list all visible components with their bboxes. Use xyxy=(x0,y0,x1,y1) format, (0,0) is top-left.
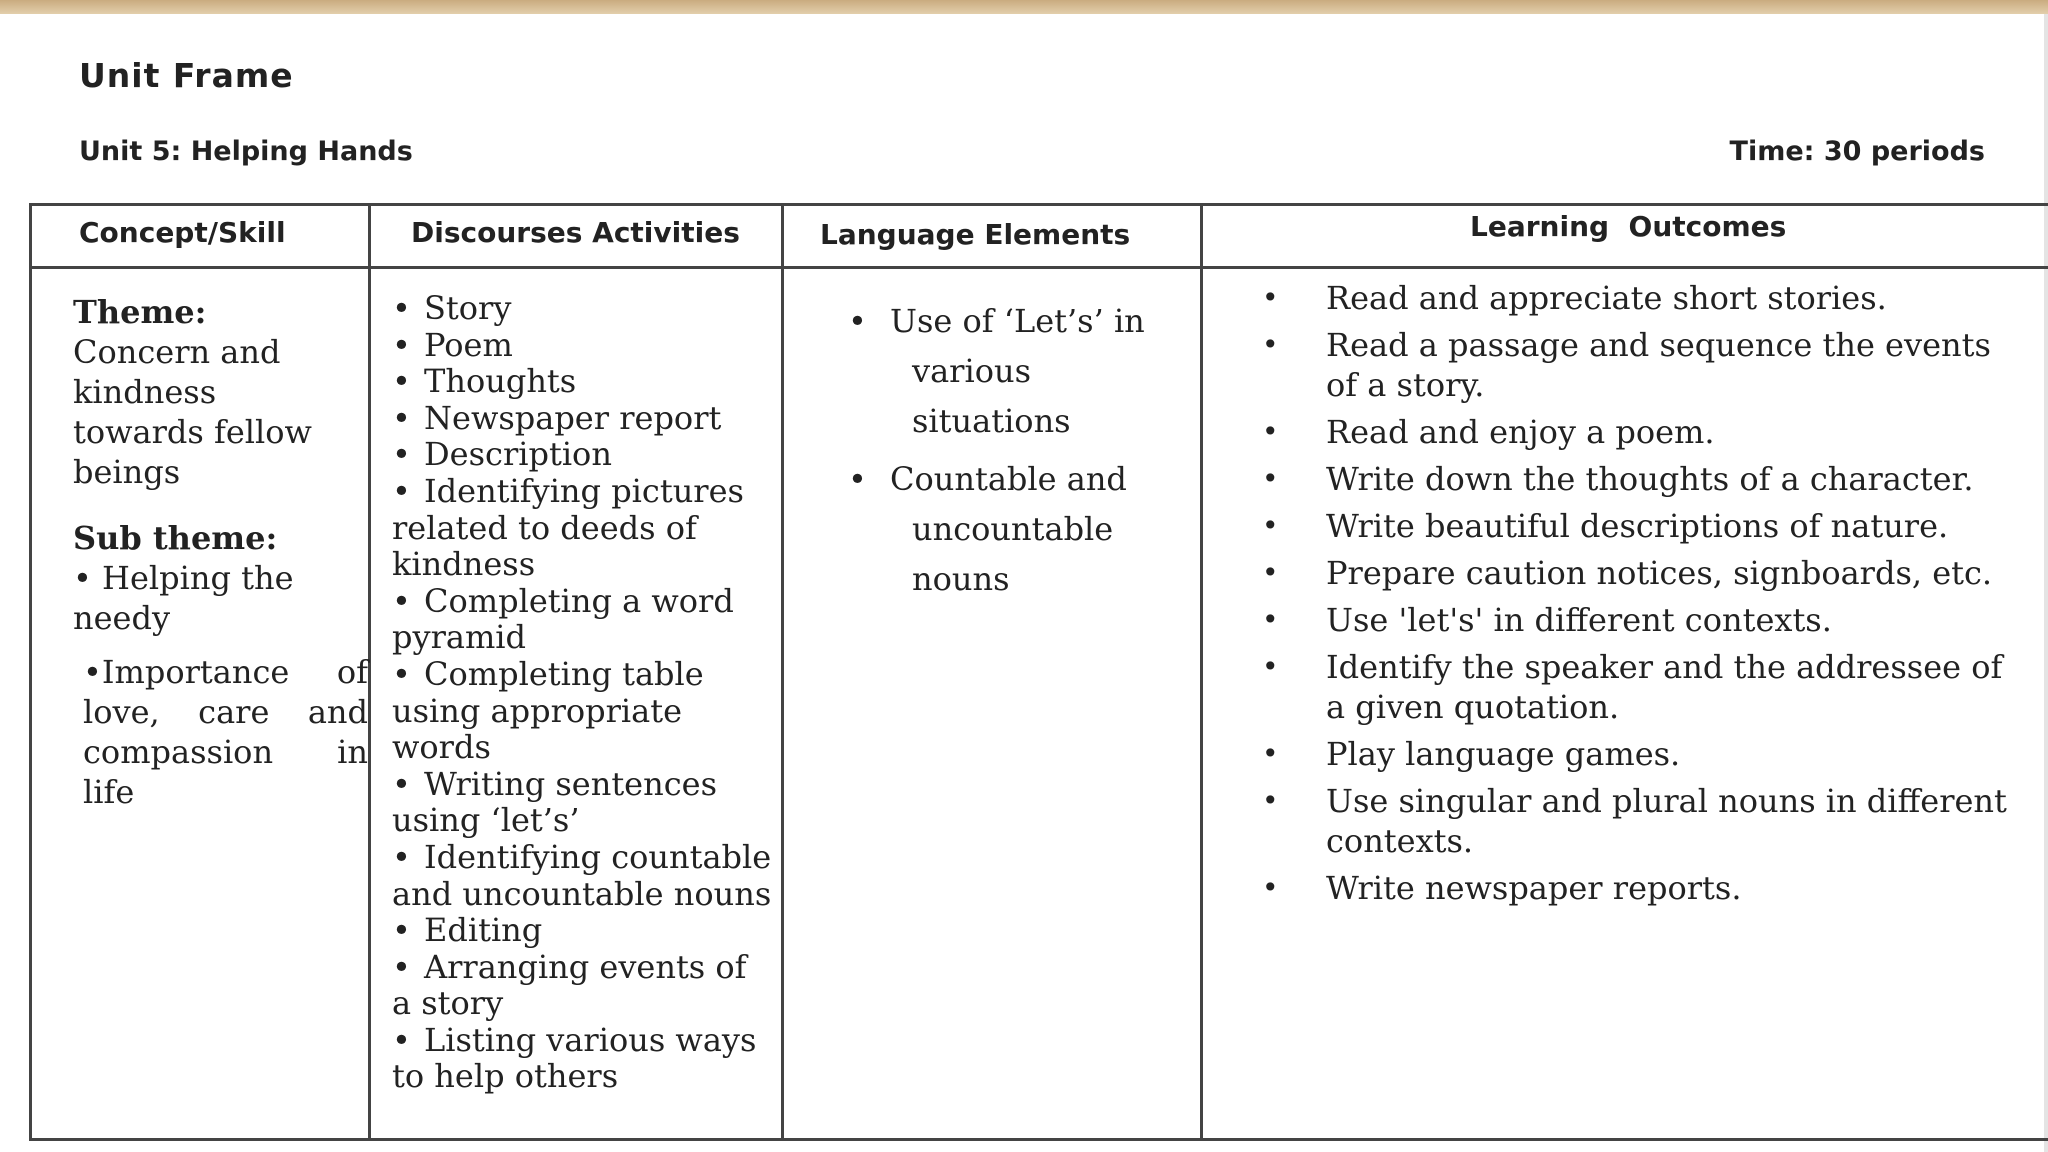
list-item xyxy=(392,363,772,400)
time-info: Time: 30 periods xyxy=(1729,136,1985,167)
theme-label: Theme: xyxy=(73,293,207,331)
list-item xyxy=(392,912,772,949)
unit-title: Unit 5: Helping Hands xyxy=(79,136,413,167)
bullet-icon: • xyxy=(392,325,411,364)
bullet-icon: • xyxy=(392,947,411,986)
bullet-icon: • xyxy=(1262,415,1279,448)
list-item-text: Description xyxy=(424,435,612,474)
list-item xyxy=(1262,600,2022,640)
list-item-text: Read and enjoy a poem. xyxy=(1326,413,1715,451)
list-item-text: Read and appreciate short stories. xyxy=(1326,279,1887,317)
list-item-text: Completing a word pyramid xyxy=(392,581,734,657)
bullet-icon: • xyxy=(392,581,411,620)
list-item-text: Use 'let's' in different contexts. xyxy=(1326,601,1832,639)
bullet-icon: • xyxy=(848,460,867,498)
theme-line: kindness xyxy=(73,373,217,411)
list-item xyxy=(1262,868,2022,908)
list-item-text: Story xyxy=(424,289,512,327)
list-item-text: Read a passage and sequence the events of a story. xyxy=(1326,326,1991,404)
bullet-icon: • xyxy=(392,435,411,474)
column-divider xyxy=(368,203,371,1141)
bullet-icon: • xyxy=(392,362,411,401)
bullet-icon: • xyxy=(392,398,411,437)
list-item xyxy=(1262,553,2022,593)
language-elements-list xyxy=(848,296,1188,612)
header-discourses-activities: Discourses Activities xyxy=(411,216,740,249)
bullet-icon: • xyxy=(1262,603,1279,636)
bullet-icon: • xyxy=(1262,556,1279,589)
list-item-text: Write newspaper reports. xyxy=(1326,869,1742,907)
list-item xyxy=(1262,325,2022,405)
theme-line: beings xyxy=(73,453,181,491)
theme-line: towards fellow xyxy=(73,413,312,451)
bullet-icon: • xyxy=(392,911,411,950)
list-item xyxy=(1262,506,2022,546)
list-item xyxy=(392,400,772,437)
bullet-icon: • xyxy=(848,302,867,340)
list-item xyxy=(392,949,772,1022)
list-item-text: Countable and uncountable nouns xyxy=(890,460,1127,598)
top-decorative-band xyxy=(0,0,2048,14)
list-item xyxy=(392,583,772,656)
list-item-text: Identifying countable and uncountable nouns xyxy=(392,837,772,913)
discourses-list xyxy=(392,290,772,1095)
column-divider xyxy=(781,203,784,1141)
list-item-text: Newspaper report xyxy=(424,398,722,437)
list-item-text: Play language games. xyxy=(1326,735,1681,773)
bullet-icon: • xyxy=(392,654,411,693)
learning-outcomes-list xyxy=(1262,278,2022,915)
bullet-icon: • xyxy=(1262,509,1279,542)
list-item xyxy=(392,656,772,766)
list-item xyxy=(392,327,772,364)
bullet-icon: • xyxy=(392,837,411,876)
header-learning-outcomes: Learning Outcomes xyxy=(1470,210,1787,243)
list-item xyxy=(1262,278,2022,318)
list-item xyxy=(848,454,1188,604)
list-item xyxy=(392,436,772,473)
list-item-text: Write beautiful descriptions of nature. xyxy=(1326,507,1949,545)
bullet-icon: • xyxy=(1262,871,1279,904)
concept-skill-cell xyxy=(73,292,368,812)
list-item xyxy=(392,473,772,583)
bullet-icon: • xyxy=(392,471,411,510)
header-language-elements: Language Elements xyxy=(820,218,1131,251)
bullet-icon: • xyxy=(1262,737,1279,770)
list-item xyxy=(1262,459,2022,499)
header-concept-skill: Concept/Skill xyxy=(79,216,286,249)
list-item xyxy=(392,766,772,839)
list-item-text: Completing table using appropriate words xyxy=(392,654,704,767)
list-item xyxy=(392,839,772,912)
column-divider xyxy=(1200,203,1203,1141)
list-item-text: Writing sentences using ‘let’s’ xyxy=(392,764,717,840)
list-item-text: Use singular and plural nouns in different contexts. xyxy=(1326,782,2007,860)
list-item-text: Listing various ways to help others xyxy=(392,1020,757,1096)
bullet-icon: • xyxy=(392,1020,411,1059)
sub-theme-item: •Importance of love, care and compassion in life xyxy=(83,653,368,811)
list-item-text: Thoughts xyxy=(424,362,577,401)
list-item xyxy=(1262,647,2022,727)
page-title: Unit Frame xyxy=(79,56,294,95)
list-item-text: Arranging events of a story xyxy=(392,947,747,1023)
bullet-icon: • xyxy=(1262,784,1279,817)
list-item xyxy=(1262,734,2022,774)
bullet-icon: • xyxy=(1262,650,1279,683)
sub-theme-item: • Helping the needy xyxy=(73,559,294,637)
list-item-text: Prepare caution notices, signboards, etc. xyxy=(1326,554,1993,592)
list-item-text: Use of ‘Let’s’ in various situations xyxy=(890,302,1145,440)
list-item xyxy=(392,1022,772,1095)
list-item xyxy=(1262,412,2022,452)
bullet-icon: • xyxy=(392,764,411,803)
bullet-icon: • xyxy=(1262,462,1279,495)
list-item-text: Poem xyxy=(424,325,513,364)
sub-theme-label: Sub theme: xyxy=(73,519,278,557)
bullet-icon: • xyxy=(1262,281,1279,314)
bullet-icon: • xyxy=(1262,328,1279,361)
list-item-text: Editing xyxy=(424,911,543,950)
list-item xyxy=(1262,781,2022,861)
header-divider xyxy=(29,266,2048,269)
list-item-text: Write down the thoughts of a character. xyxy=(1326,460,1974,498)
theme-line: Concern and xyxy=(73,333,281,371)
list-item xyxy=(392,290,772,327)
list-item xyxy=(848,296,1188,446)
list-item-text: Identify the speaker and the addressee of a given quotation. xyxy=(1326,648,2003,726)
list-item-text: Identifying pictures related to deeds of kindness xyxy=(392,471,744,584)
bullet-icon: • xyxy=(392,289,411,327)
